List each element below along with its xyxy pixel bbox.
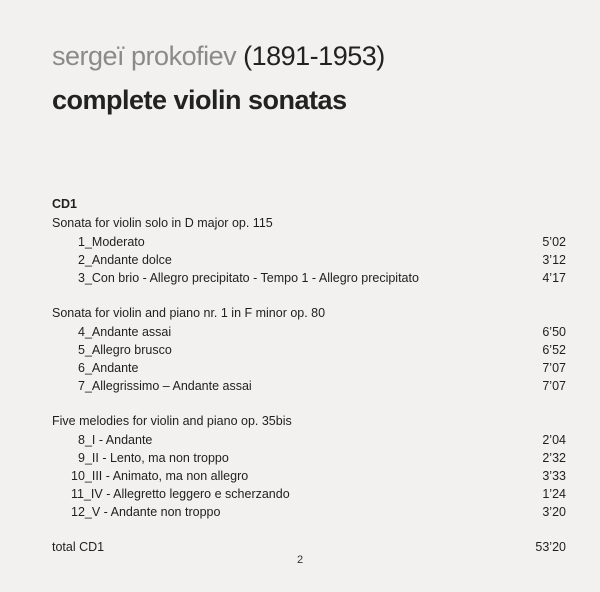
tracklist [52, 195, 572, 556]
track-row [52, 431, 572, 449]
track-title: 5_Allegro brusco [78, 343, 172, 357]
track-row [52, 359, 572, 377]
track-duration: 1’24 [542, 487, 566, 501]
track-title: 1_Moderato [78, 235, 145, 249]
track-duration: 2’04 [542, 433, 566, 447]
work-title: Sonata for violin and piano nr. 1 in F minor op. 80 [52, 306, 326, 320]
track-duration: 3’33 [542, 469, 566, 483]
track-row [52, 323, 572, 341]
track-duration: 3’20 [542, 505, 566, 519]
track-duration: 3’12 [542, 253, 566, 267]
track-duration: 7’07 [542, 379, 566, 393]
track-title: 9_II - Lento, ma non troppo [78, 451, 229, 465]
work-title: Sonata for violin solo in D major op. 115 [52, 216, 273, 230]
composer-years: (1891-1953) [243, 41, 385, 71]
track-duration: 5’02 [542, 235, 566, 249]
total-duration: 53’20 [535, 540, 566, 554]
track-duration: 7’07 [542, 361, 566, 375]
track-duration: 6’50 [542, 325, 566, 339]
composer-name: sergeï prokofiev [52, 41, 237, 71]
total-label: total CD1 [52, 540, 105, 554]
work-section [52, 412, 572, 521]
composer-heading [52, 40, 385, 72]
track-row [52, 449, 572, 467]
section-gap [52, 521, 572, 538]
track-row [52, 503, 572, 521]
track-duration: 2’32 [542, 451, 566, 465]
track-row [52, 269, 572, 287]
track-row [52, 485, 572, 503]
album-subtitle: complete violin sonatas [52, 85, 347, 115]
track-row [52, 251, 572, 269]
section-gap [52, 395, 572, 412]
track-row [52, 467, 572, 485]
track-title: 12_V - Andante non troppo [71, 505, 221, 519]
track-title: 7_Allegrissimo – Andante assai [78, 379, 252, 393]
track-row [52, 233, 572, 251]
track-row [52, 377, 572, 395]
section-gap [52, 287, 572, 304]
track-title: 2_Andante dolce [78, 253, 172, 267]
track-title: 4_Andante assai [78, 325, 172, 339]
track-duration: 4’17 [542, 271, 566, 285]
work-title: Five melodies for violin and piano op. 35bis [52, 414, 292, 428]
track-title: 6_Andante [78, 361, 139, 375]
track-row [52, 341, 572, 359]
cd-label: CD1 [52, 197, 78, 211]
work-section [52, 214, 572, 287]
track-title: 10_III - Animato, ma non allegro [71, 469, 249, 483]
track-duration: 6’52 [542, 343, 566, 357]
track-title: 11_IV - Allegretto leggero e scherzando [71, 487, 290, 501]
track-title: 3_Con brio - Allegro precipitato - Tempo 1 - Allegro precipitato [78, 271, 419, 285]
work-section [52, 304, 572, 395]
track-title: 8_I - Andante [78, 433, 153, 447]
page-number: 2 [296, 554, 304, 566]
